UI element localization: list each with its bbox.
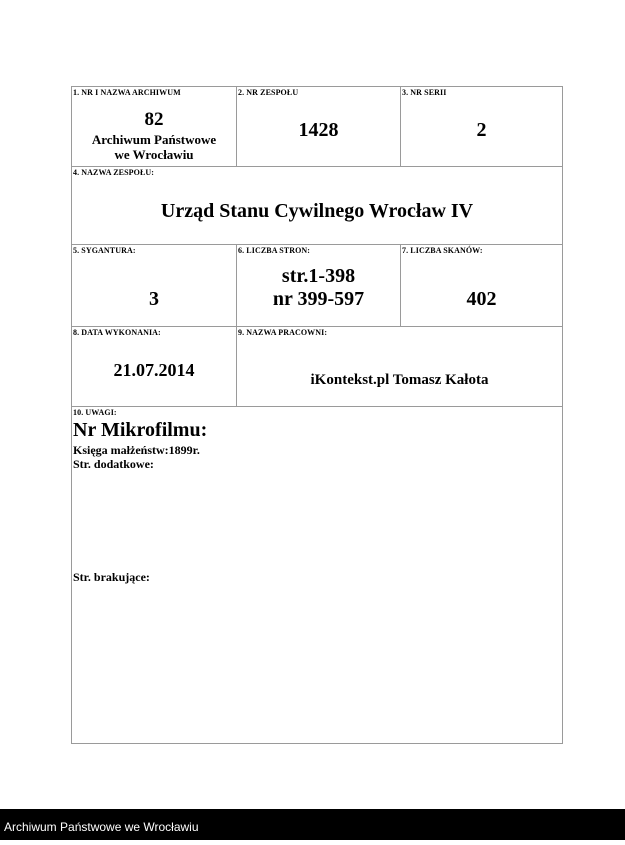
remarks-cell <box>72 407 562 743</box>
fond-number-value: 1428 <box>298 119 339 141</box>
series-number-cell <box>401 87 562 167</box>
workshop-value: iKontekst.pl Tomasz Kałota <box>310 372 489 388</box>
workshop-cell <box>237 327 562 407</box>
workshop-label: 9. NAZWA PRACOWNI: <box>238 328 328 337</box>
fond-name-cell <box>72 167 562 245</box>
signature-cell <box>72 245 237 327</box>
scan-count-label: 7. LICZBA SKANÓW: <box>402 246 483 255</box>
extra-pages-label: Str. dodatkowe: <box>73 457 154 471</box>
archive-label: 1. NR I NAZWA ARCHIWUM <box>73 88 181 97</box>
series-number-label: 3. NR SERII <box>402 88 447 97</box>
fond-name-label: 4. NAZWA ZESPOŁU: <box>73 168 155 177</box>
date-cell <box>72 327 237 407</box>
archive-name-line2: we Wrocławiu <box>114 147 194 162</box>
footer-bar <box>0 809 625 840</box>
page-count-line2: nr 399-597 <box>272 288 365 310</box>
metadata-form <box>71 86 563 744</box>
fond-number-cell <box>237 87 401 167</box>
page-count-cell <box>237 245 401 327</box>
page-count-line1: str.1-398 <box>281 265 356 287</box>
book-info: Księga małżeństw:1899r. <box>73 443 200 457</box>
footer-text: Archiwum Państwowe we Wrocławiu <box>4 820 199 834</box>
microfilm-heading: Nr Mikrofilmu: <box>73 419 208 441</box>
series-number-value: 2 <box>476 119 487 141</box>
archive-cell <box>72 87 237 167</box>
scan-count-value: 402 <box>466 288 497 310</box>
date-label: 8. DATA WYKONANIA: <box>73 328 161 337</box>
remarks-label: 10. UWAGI: <box>73 408 117 417</box>
signature-value: 3 <box>149 288 159 310</box>
missing-pages-label: Str. brakujące: <box>73 570 150 584</box>
page-count-label: 6. LICZBA STRON: <box>238 246 311 255</box>
scan-count-cell <box>401 245 562 327</box>
signature-label: 5. SYGANTURA: <box>73 246 136 255</box>
fond-name-value: Urząd Stanu Cywilnego Wrocław IV <box>160 200 474 222</box>
fond-number-label: 2. NR ZESPOŁU <box>238 88 299 97</box>
archive-number: 82 <box>144 109 164 130</box>
archive-name-line1: Archiwum Państwowe <box>91 132 217 147</box>
date-value: 21.07.2014 <box>113 360 195 380</box>
